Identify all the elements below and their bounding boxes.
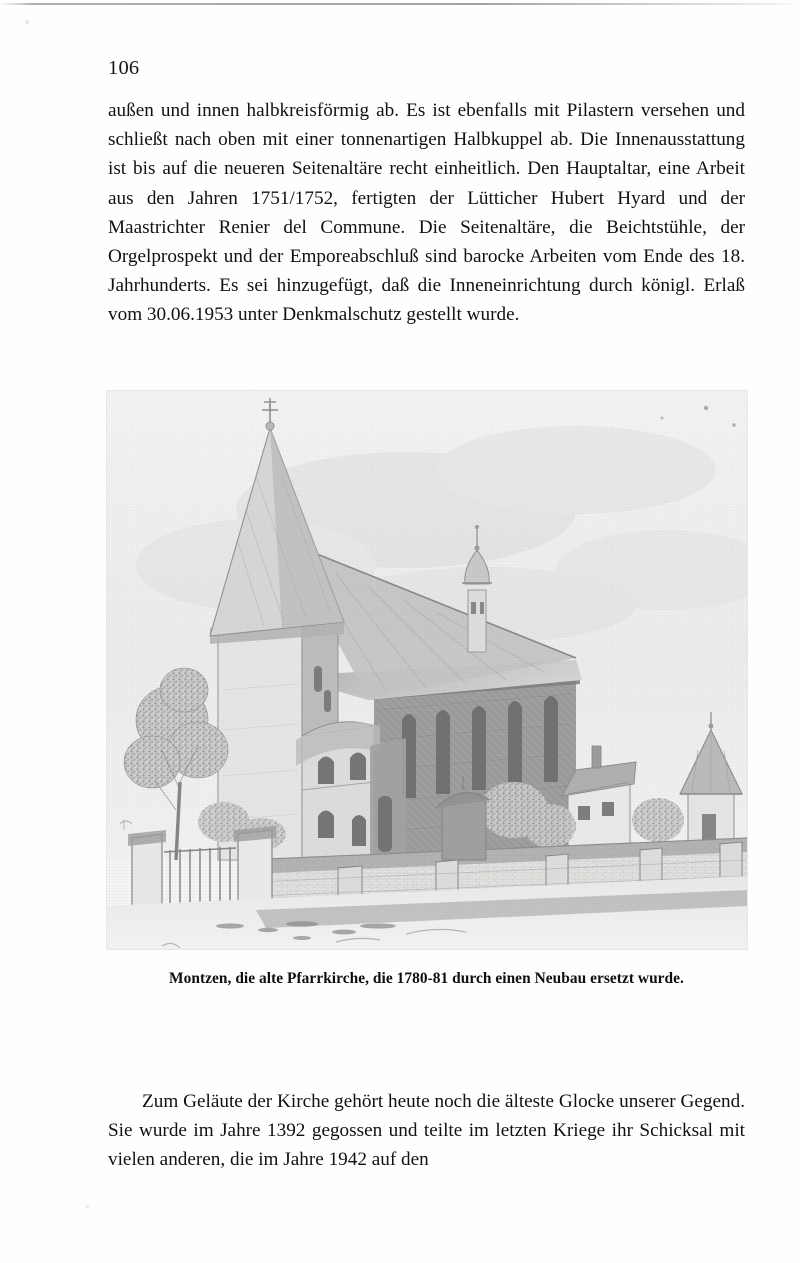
body-paragraph-top: außen und innen halbkreisförmig ab. Es ist ebenfalls mit Pilastern versehen und schließt nach oben mit einer tonnenartigen Halbkuppel ab. Die Innenausstattung ist bis auf die neueren Seitenaltäre recht einheitlich. Den Hauptaltar, eine Arbeit aus den Jahren 1751/1752, fertigten der Lütticher Hubert Hyard und der Maastrichter Renier del Commune. Die Seitenaltäre, die Beichtstühle, der Orgelprospekt und der Emporeabschluß sind barocke Arbeiten vom Ende des 18. Jahrhunderts. Es sei hinzugefügt, daß die Inneneinrichtung durch königl. Erlaß vom 30.06.1953 unter Denkmalschutz gestellt wurde. [108,100,745,326]
church-drawing [106,390,748,950]
scan-edge-artifact [0,3,800,5]
scan-speck [86,1205,89,1208]
page-number: 106 [108,57,140,79]
paragraph-bottom-text: Zum Geläute der Kirche gehört heute noch die älteste Glocke unserer Gegend. Sie wurde im Jahre 1392 gegossen und teilte im letzten Kriege ihr Schicksal mit vielen anderen, die im Jahre 1942 auf den [108,1091,745,1171]
figure-church-illustration [106,390,748,950]
body-paragraph-bottom [108,1087,745,1175]
scan-speck [25,20,29,24]
figure-caption: Montzen, die alte Pfarrkirche, die 1780-81 durch einen Neubau ersetzt wurde. [169,970,684,987]
